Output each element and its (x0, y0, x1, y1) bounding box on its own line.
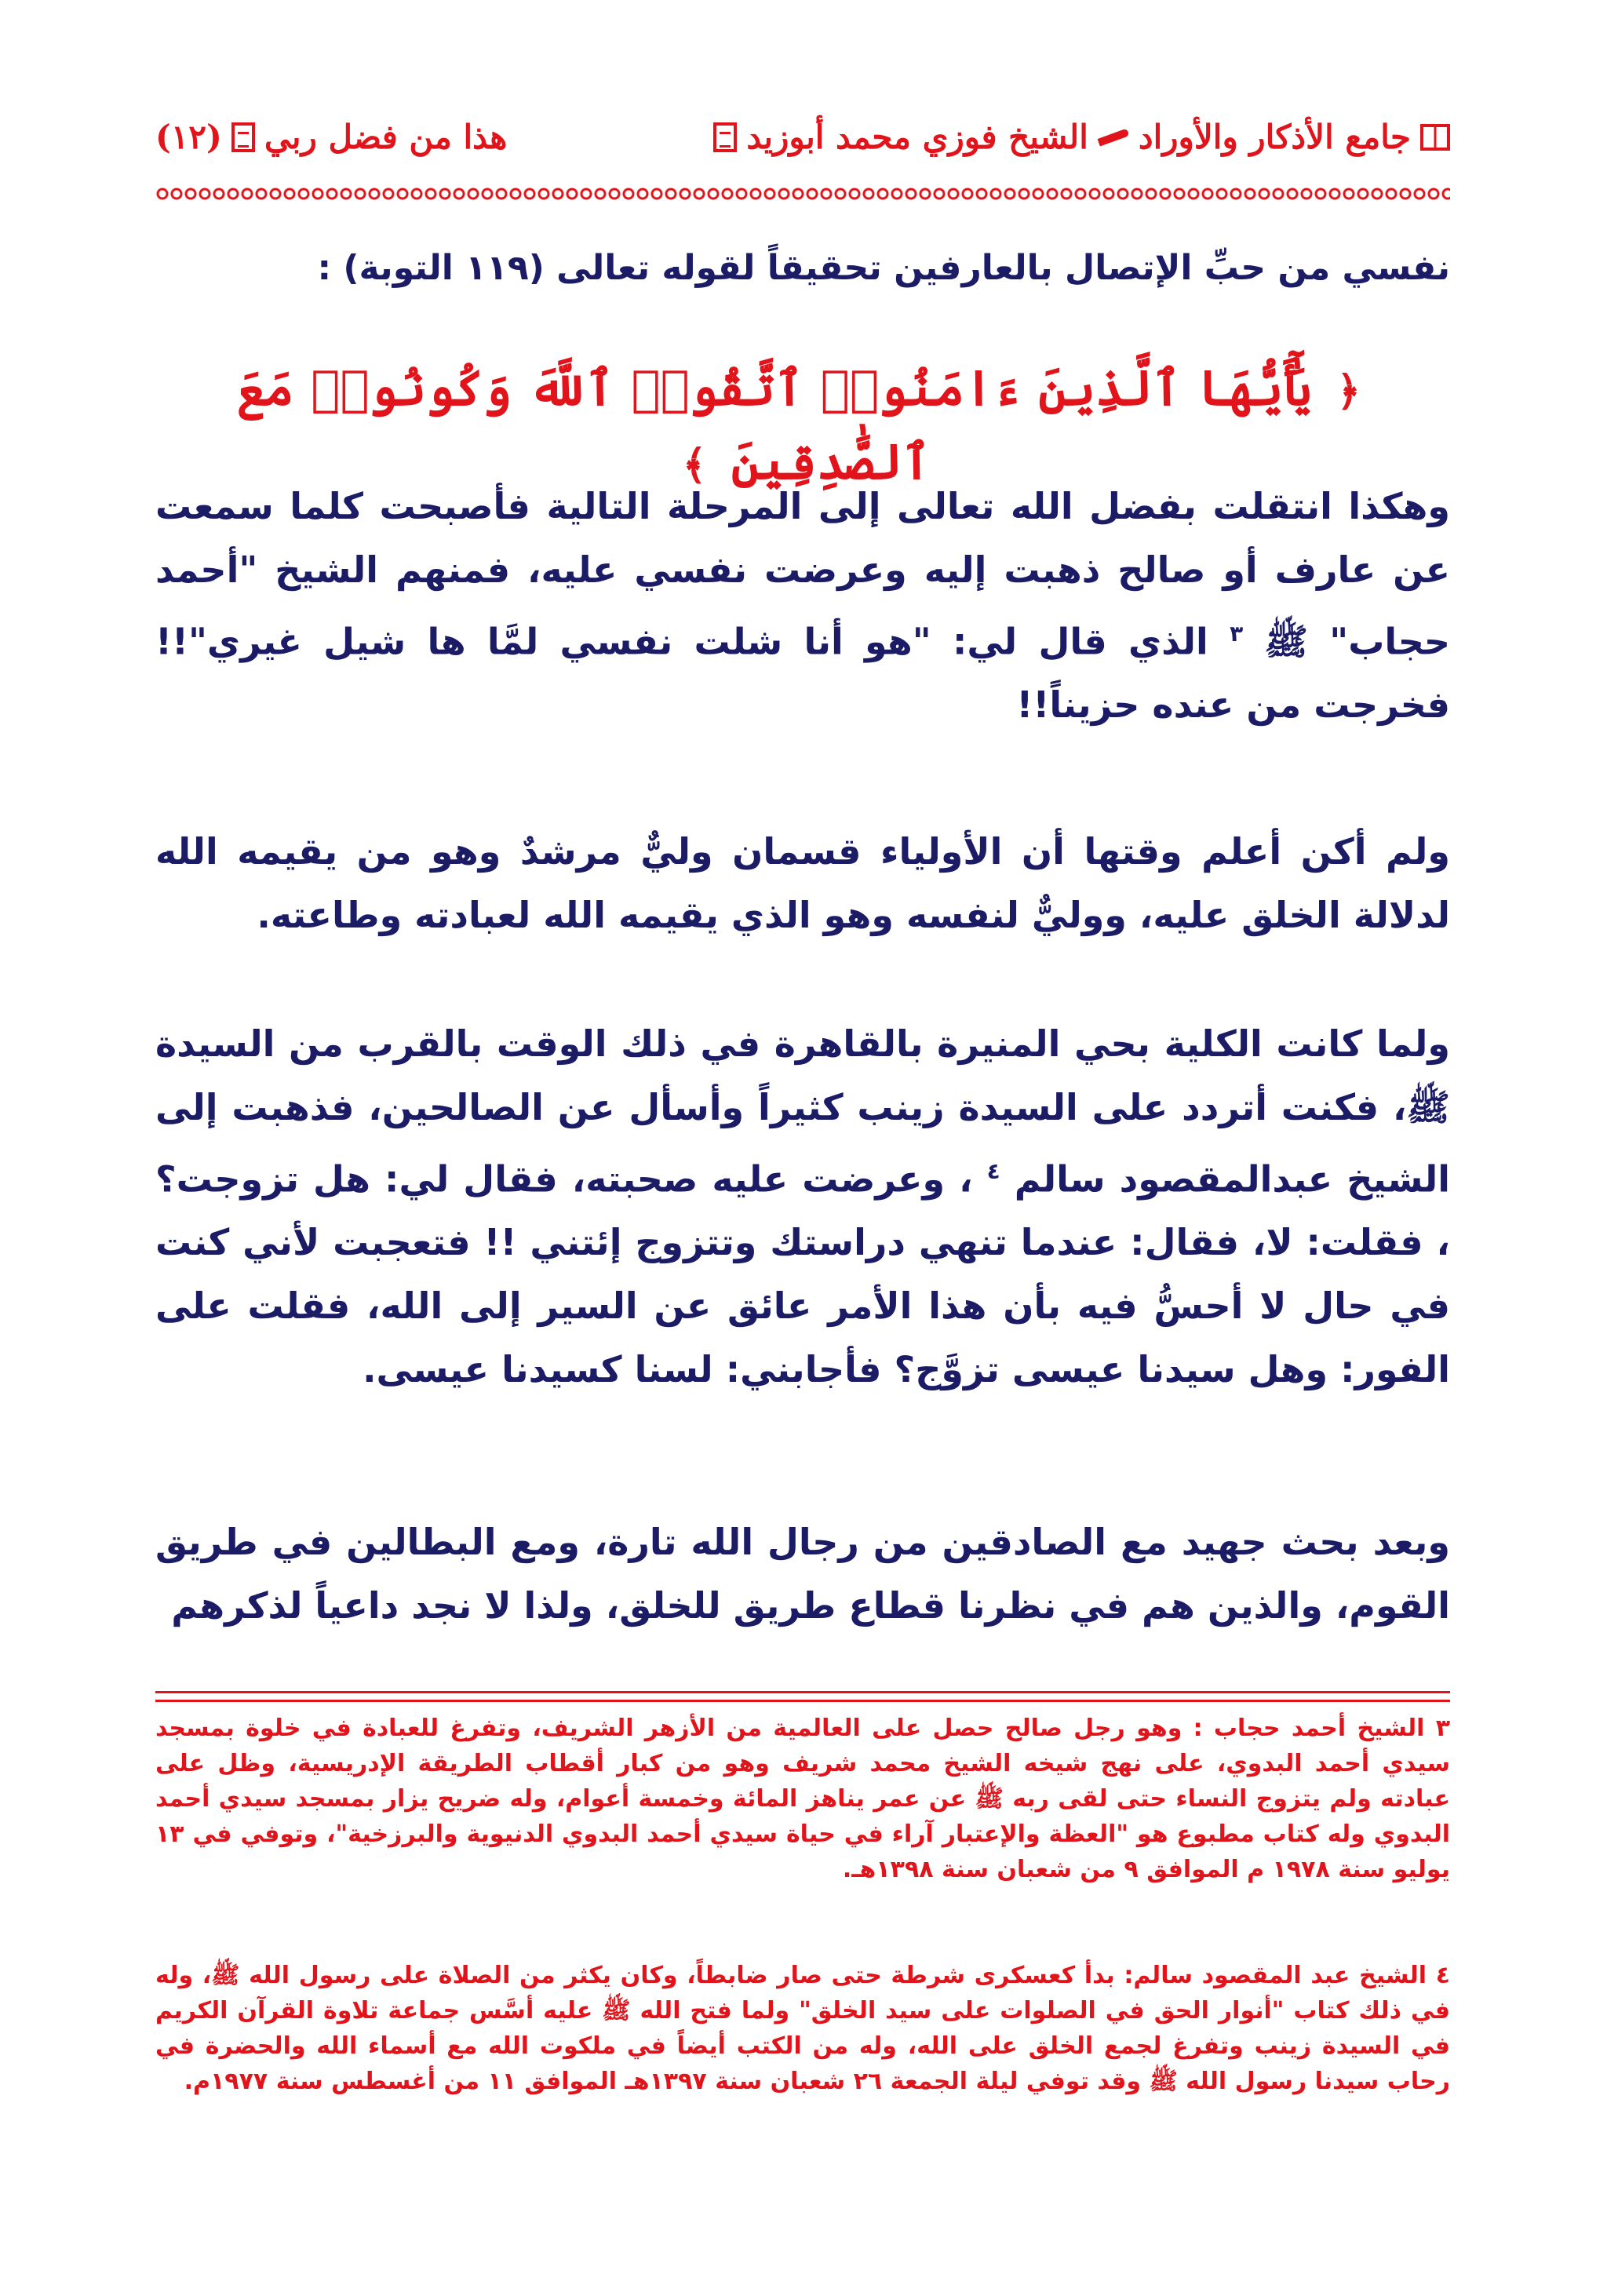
page-number: (١٢) (155, 118, 222, 156)
paragraph-3 (155, 1012, 1450, 1401)
header-book-title: جامع الأذكار والأوراد (1138, 118, 1411, 156)
document-icon (713, 122, 737, 152)
header-author: الشيخ فوزي محمد أبوزيد (746, 118, 1088, 156)
verse-close-bracket: ﴾ (682, 441, 707, 489)
verse-text: يَٰٓأَيُّهَا ٱلَّذِينَ ءَامَنُوا۟ ٱتَّقُوا۟ ٱللَّهَ وَكُونُوا۟ مَعَ ٱلصَّٰدِقِينَ (237, 359, 1312, 490)
intro-line: نفسي من حبِّ الإتصال بالعارفين تحقيقاً لقوله تعالى (١١٩ التوبة) : (317, 248, 1450, 288)
header-ornament-divider (155, 187, 1450, 201)
footnote-ref-4[interactable]: ٤ (986, 1158, 1000, 1184)
pen-icon (1097, 128, 1129, 146)
header-right (713, 118, 1450, 156)
page-icon (231, 122, 255, 152)
paragraph-4: وبعد بحث جهيد مع الصادقين من رجال الله تارة، ومع البطالين في طريق القوم، والذين هم في نظرنا قطاع طريق للخلق، ولذا لا نجد داعياً لذكرهم (155, 1521, 1450, 1627)
verse-open-bracket: ﴿ (1336, 367, 1361, 415)
paragraph-3-text-a: ولما كانت الكلية بحي المنيرة بالقاهرة في ذلك الوقت بالقرب من السيدة ﷺ، فكنت أتردد على السيدة زينب كثيراً وأسأل عن الصالحين، فذهبت إلى الشيخ عبدالمقصود سالم (155, 1022, 1451, 1201)
header-left (155, 118, 507, 156)
header-series-title: هذا من فضل ربي (264, 118, 508, 156)
paragraph-2: ولم أكن أعلم وقتها أن الأولياء قسمان وليٌّ مرشدٌ وهو من يقيمه الله لدلالة الخلق عليه، ووليٌّ لنفسه وهو الذي يقيمه الله لعبادته وطاعته. (155, 830, 1450, 936)
book-icon (1420, 124, 1450, 151)
paragraph-1 (155, 475, 1450, 737)
paragraph-1-text-a: وهكذا انتقلت بفضل الله تعالى إلى المرحلة التالية فأصبحت كلما سمعت عن عارف أو صالح ذهبت إليه وعرضت نفسي عليه، فمنهم الشيخ "أحمد حجاب" ﷺ (155, 485, 1451, 663)
footnote-4: ٤ الشيخ عبد المقصود سالم: بدأ كعسكرى شرطة حتى صار ضابطاً، وكان يكثر من الصلاة على رسول الله ﷺ، وله في ذلك كتاب "أنوار الحق في الصلوات على سيد الخلق" ولما فتح الله ﷺ عليه أسَّس جماعة تلاوة القرآن الكريم في السيدة زينب وتفرغ لجمع الخلق على الله، وله من الكتب أيضاً في ملكوت الله مع أسماء الله والحضرة في رحاب سيدنا رسول الله ﷺ وقد توفي ليلة الجمعة ٢٦ شعبان سنة ١٣٩٧هـ الموافق ١١ من أغسطس سنة ١٩٧٧م. (155, 1962, 1450, 2095)
paragraph-3-text-b: ، وعرضت عليه صحبته، فقال لي: هل تزوجت؟ ، فقلت: لا، فقال: عندما تنهي دراستك وتتزوج إئتني !! فتعجبت لأني كنت في حال لا أحسُّ فيه بأن هذا الأمر عائق عن السير إلى الله، فقلت على الفور: وهل سيدنا عيسى تزوَّج؟ فأجابني: لسنا كسيدنا عيسى. (155, 1157, 1450, 1391)
page-header (155, 118, 1450, 180)
footnote-ref-3[interactable]: ٣ (1230, 621, 1244, 647)
paragraph-1-text-b: الذي قال لي: "هو أنا شلت نفسي لمَّا ها شيل غيري"!! فخرجت من عنده حزيناً!! (155, 620, 1450, 727)
footnote-separator (155, 1691, 1450, 1702)
footnote-3: ٣ الشيخ أحمد حجاب : وهو رجل صالح حصل على العالمية من الأزهر الشريف، وتفرغ للعبادة في خلوة بمسجد سيدي أحمد البدوي، على نهج شيخه الشيخ محمد شريف وهو من كبار أقطاب الطريقة الإدريسية، وظل على عبادته ولم يتزوج النساء حتى لقى ربه ﷺ عن عمر يناهز المائة وخمسة أعوام، وله ضريح يزار بمسجد سيدي أحمد البدوي وله كتاب مطبوع هو "العظة والإعتبار آراء في حياة سيدي أحمد البدوي الدنيوية والبرزخية"، وتوفي في ١٣ يوليو سنة ١٩٧٨ م الموافق ٩ من شعبان سنة ١٣٩٨هـ. (155, 1715, 1450, 1883)
